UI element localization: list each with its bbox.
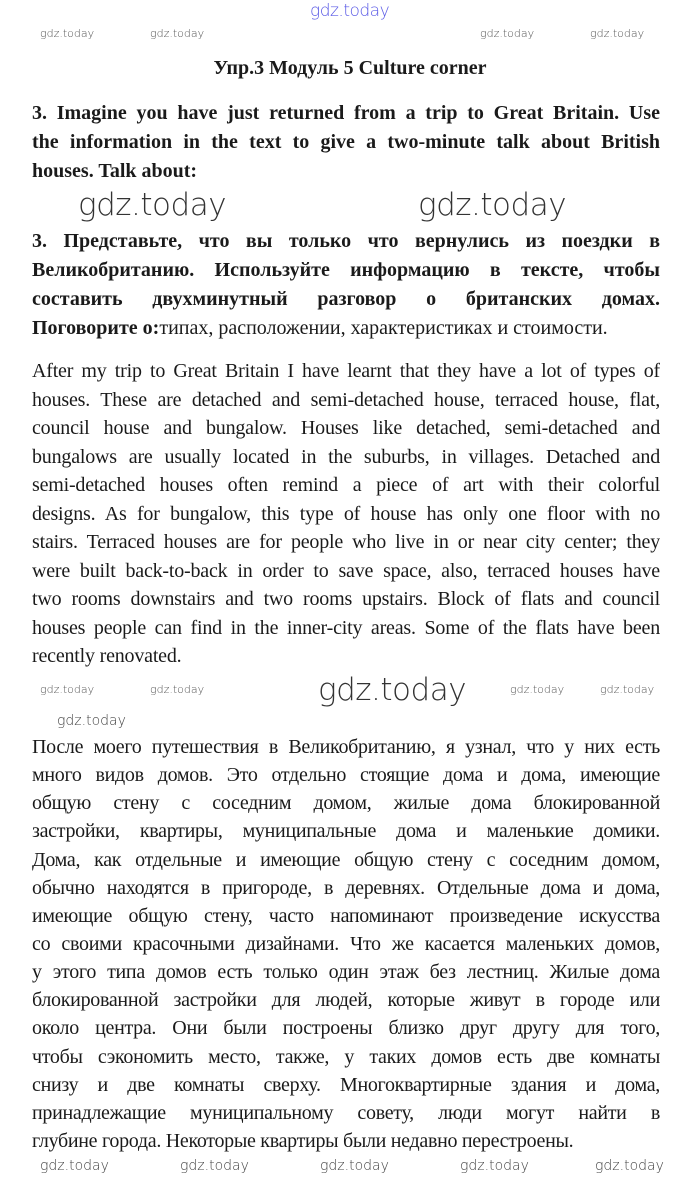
paragraph-line: council house and bungalow. Houses like detached, semi-detached and bbox=[32, 417, 660, 439]
paragraph-line: много видов домов. Это отдельно стоящие дома и дома, имеющие bbox=[32, 764, 660, 787]
task-english bbox=[32, 99, 660, 186]
answer-russian bbox=[32, 733, 660, 1155]
paragraph-line: After my trip to Great Britain I have learnt that they have a lot of types of bbox=[32, 360, 660, 382]
task-line: the information in the text to give a two-minute talk about British bbox=[32, 131, 660, 153]
paragraph-line: обычно находятся в пригороде, в деревнях. Отдельные дома и дома, bbox=[32, 876, 660, 899]
paragraph-line: houses people can find in the inner-city areas. Some of the flats have been bbox=[32, 616, 660, 639]
task-line: 3. Представьте, что вы только что вернулись из поездки в bbox=[32, 230, 660, 252]
paragraph-line: блокированной застройки для людей, которые живут в городе или bbox=[32, 989, 660, 1012]
paragraph-line: houses. These are detached and semi-detached house, terraced house, flat, bbox=[32, 388, 660, 411]
watermark: gdz.today bbox=[40, 1158, 109, 1174]
paragraph-line: were built back-to-back in order to save space, also, terraced houses have bbox=[32, 559, 660, 582]
watermark: gdz.today bbox=[40, 683, 95, 696]
watermark: gdz.today bbox=[57, 713, 126, 729]
watermark: gdz.today bbox=[595, 1158, 664, 1174]
watermark: gdz.today bbox=[150, 27, 205, 40]
watermark: gdz.today bbox=[480, 27, 535, 40]
task-bold-part: Поговорите о: bbox=[32, 317, 160, 339]
watermark-top: gdz.today bbox=[310, 1, 390, 21]
paragraph-line: semi-detached houses often remind a piece of art with their colorful bbox=[32, 474, 660, 496]
task-line: 3. Imagine you have just returned from a trip to Great Britain. Use bbox=[32, 102, 660, 124]
watermark: gdz.today bbox=[318, 672, 467, 708]
paragraph-line: После моего путешествия в Великобританию, я узнал, что у них есть bbox=[32, 736, 660, 758]
task-line: Великобританию. Используйте информацию в тексте, чтобы bbox=[32, 259, 660, 281]
paragraph-line: bungalows are usually located in the suburbs, in villages. Detached and bbox=[32, 445, 660, 468]
answer-english bbox=[32, 357, 660, 671]
paragraph-line: designs. As for bungalow, this type of house has only one floor with no bbox=[32, 502, 660, 525]
paragraph-line: stairs. Terraced houses are for people who live in or near city center; they bbox=[32, 531, 660, 553]
watermark: gdz.today bbox=[510, 683, 565, 696]
watermark: gdz.today bbox=[418, 187, 567, 223]
watermark: gdz.today bbox=[180, 1158, 249, 1174]
paragraph-line: застройки, квартиры, муниципальные дома и маленькие домики. bbox=[32, 820, 660, 843]
paragraph-line: около центра. Они были построены близко друг другу для того, bbox=[32, 1017, 660, 1040]
paragraph-line: общую стену с соседним домом, жилые дома блокированной bbox=[32, 792, 660, 815]
paragraph-line: снизу и две комнаты сверху. Многоквартирные здания и дома, bbox=[32, 1073, 660, 1096]
task-line: houses. Talk about: bbox=[32, 160, 198, 182]
task-normal-part: типах, расположении, характеристиках и стоимости. bbox=[159, 317, 608, 339]
paragraph-line: со своими красочными дизайнами. Что же касается маленьких домов, bbox=[32, 932, 660, 955]
watermark: gdz.today bbox=[78, 187, 227, 223]
paragraph-line: глубине города. Некоторые квартиры были недавно перестроены. bbox=[32, 1129, 574, 1152]
watermark: gdz.today bbox=[150, 683, 205, 696]
paragraph-line: recently renovated. bbox=[32, 645, 182, 667]
paragraph-line: two rooms downstairs and two rooms upstairs. Block of flats and council bbox=[32, 588, 660, 610]
task-line bbox=[32, 314, 660, 343]
paragraph-line: Дома, как отдельные и имеющие общую стену с соседним домом, bbox=[32, 848, 660, 871]
page-title: Упр.3 Модуль 5 Culture corner bbox=[213, 57, 487, 79]
task-russian bbox=[32, 227, 660, 343]
watermark: gdz.today bbox=[590, 27, 645, 40]
watermark: gdz.today bbox=[600, 683, 655, 696]
paragraph-line: чтобы сэкономить место, также, у таких домов есть две комнаты bbox=[32, 1045, 660, 1068]
watermark: gdz.today bbox=[460, 1158, 529, 1174]
paragraph-line: у этого типа домов есть только один этаж без лестниц. Жилые дома bbox=[32, 961, 660, 984]
task-line: составить двухминутный разговор о британских домах. bbox=[32, 288, 660, 310]
paragraph-line: принадлежащие муниципальному совету, люди могут найти в bbox=[32, 1101, 660, 1124]
watermark: gdz.today bbox=[40, 27, 95, 40]
paragraph-line: имеющие общую стену, часто напоминают произведение искусства bbox=[32, 904, 660, 927]
watermark: gdz.today bbox=[320, 1158, 389, 1174]
